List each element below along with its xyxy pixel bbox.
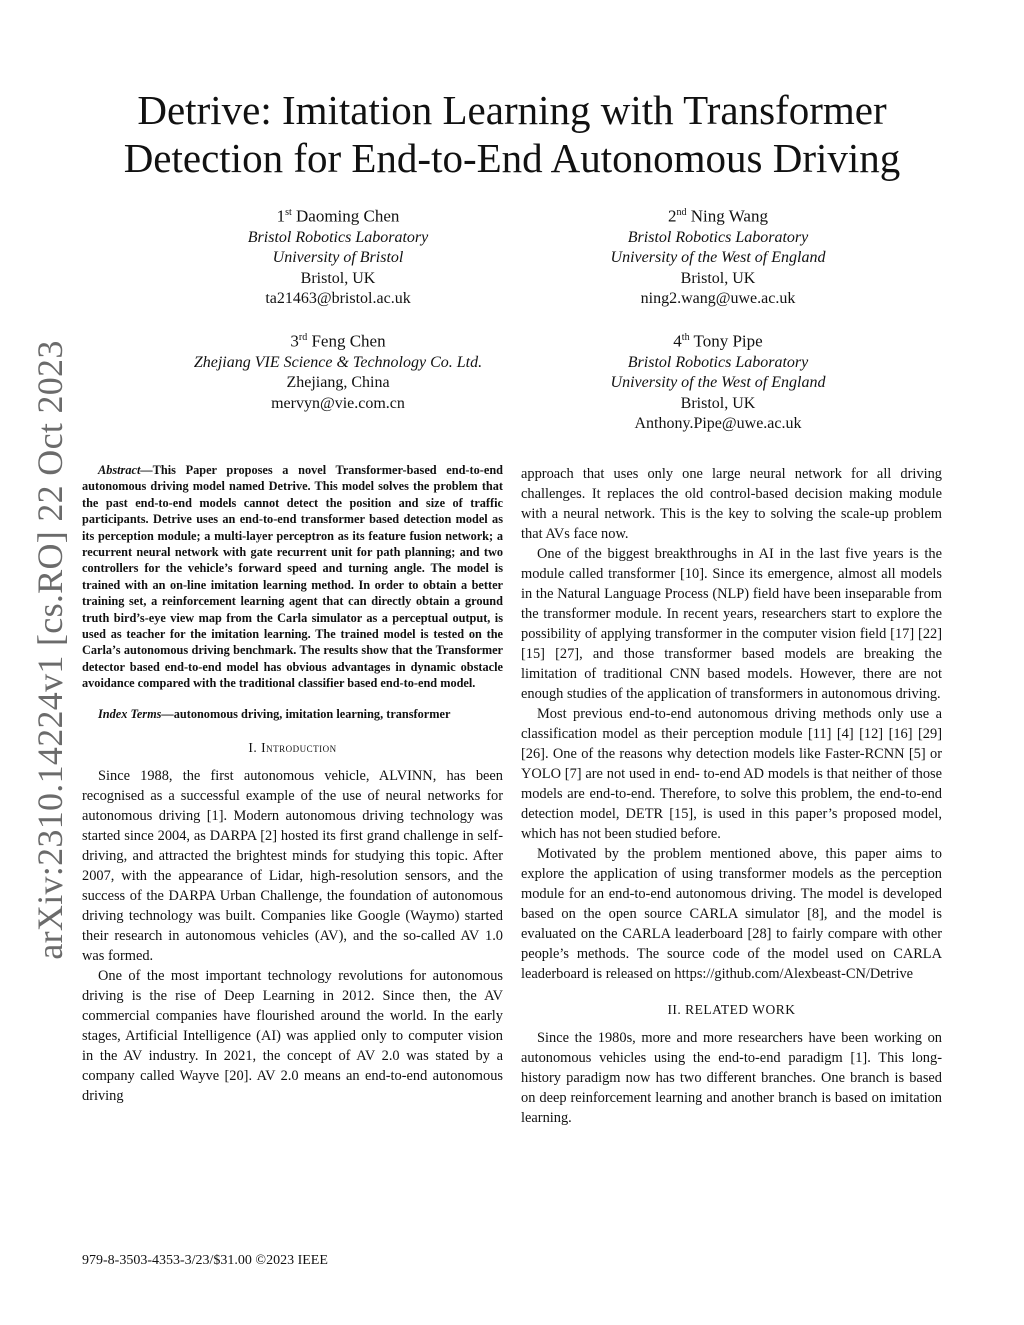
arxiv-identifier: arXiv:2310.14224v1 [cs.RO] 22 Oct 2023 <box>30 340 70 960</box>
author-block-2 <box>558 202 878 310</box>
author-institution: University of the West of England <box>610 374 826 392</box>
author-name: 2nd Ning Wang <box>668 206 768 226</box>
related-work-paragraph: Since the 1980s, more and more researchers have been working on autonomous vehicles using the end-to-end paradigm [1]. This long-history paradigm now has two different branches. One branch is based on deep reinforcement learning and another branch is based on imitation learning. <box>521 1030 942 1126</box>
author-lab: Bristol Robotics Laboratory <box>627 228 809 246</box>
body-paragraph: One of the biggest breakthroughs in AI in the last five years is the module called transformer [10]. Since its emergence, almost all models in the Natural Language Process (NLP) field have been inseparable from the transformer module. In recent years, researchers start to explore the possibility of applying transformer in the computer vision field [17] [22] [15] [27], and those transformer based models are breaking the limitation of traditional CNN based models. However, there are not enough studies of the application of transformers in autonomous driving. <box>521 546 942 702</box>
left-column <box>82 462 503 1106</box>
body-paragraph: approach that uses only one large neural network for all driving challenges. It replaces the old control-based decision making module with a neural network. This is the key to solving the scale-up problem that AVs face now. <box>521 466 942 542</box>
body-paragraph: Most previous end-to-end autonomous driving methods only use a classification model as their perception module [11] [4] [12] [16] [29] [26]. One of the reasons why detection models like Faster-RCNN [5] or YOLO [7] are not used in end- to-end AD models is that neither of those models are end-to-end. Therefore, to solve this problem, the end-to-end detection model, DETR [15], is used in this paper’s proposed model, which has not been studied before. <box>521 706 942 842</box>
body-paragraph: Motivated by the problem mentioned above, this paper aims to explore the application of using transformer models as the perception module for an end-to-end autonomous driving. The model is developed based on the open source CARLA simulator [8], and the model is evaluated on the CARLA leaderboard [28] to fairly compare with other people’s methods. The source code of the model used on CARLA leaderboard is released on https://github.com/Alexbeast-CN/Detrive <box>521 846 942 982</box>
author-location: Zhejiang, China <box>286 374 390 392</box>
author-name: 4th Tony Pipe <box>673 331 763 351</box>
section-heading-related-work: II. RELATED WORK <box>667 1002 796 1017</box>
author-email: ta21463@bristol.ac.uk <box>265 290 411 308</box>
author-email: mervyn@vie.com.cn <box>271 394 405 412</box>
author-location: Bristol, UK <box>680 394 756 412</box>
author-email: ning2.wang@uwe.ac.uk <box>640 290 796 308</box>
author-block-4 <box>558 327 878 435</box>
abstract: Abstract—This Paper proposes a novel Transformer-based end-to-end autonomous driving model named Detrive. This model solves the problem that the past end-to-end models cannot detect the position and size of traffic participants. Detrive uses an end-to-end transformer based detection model as its perception module; a multi-layer perceptron as its feature fusion network; a recurrent neural network with gate recurrent unit for path planning; and two controllers for the vehicle’s forward speed and turning angle. The model is trained with an on-line imitation learning method. In order to obtain a better training set, a reinforcement learning agent that can directly obtain a ground truth bird’s-eye view map from the Carla simulator as a perceptual output, is used as teacher for the imitation learning. The trained model is tested on the Carla’s autonomous driving benchmark. The results show that the Transformer detector based end-to-end model has obvious advantages in dynamic obstacle avoidance compared with the traditional classifier based end-to-end model. <box>82 463 503 691</box>
index-terms: Index Terms—autonomous driving, imitation learning, transformer <box>98 706 451 721</box>
author-block-1 <box>178 202 498 310</box>
intro-paragraph: One of the most important technology revolutions for autonomous driving is the rise of Deep Learning in 2012. Since then, the AV commercial companies have flourished around the world. In the early stages, Artificial Intelligence (AI) was applied only to computer vision in the AV industry. In 2021, the concept of AV 2.0 was stated by a company called Wayve [20]. AV 2.0 means an end-to-end autonomous driving <box>82 968 503 1105</box>
copyright-footer: 979-8-3503-4353-3/23/$31.00 ©2023 IEEE <box>82 1253 328 1268</box>
intro-paragraph: Since 1988, the first autonomous vehicle, ALVINN, has been recognised as a successful example of the use of neural networks for autonomous driving [1]. Modern autonomous driving technology was started since 2004, as DARPA [2] hosted its first grand challenge in self-driving, and attracted the brightest minds for studying this topic. After 2007, with the appearance of Lidar, high-resolution sensors, and the success of the DARPA Urban Challenge, the foundation of autonomous driving technology was built. Companies like Google (Waymo) started their research in autonomous vehicles (AV), and the so-called AV 1.0 was formed. <box>82 768 503 965</box>
author-lab: Bristol Robotics Laboratory <box>627 353 809 371</box>
author-email: Anthony.Pipe@uwe.ac.uk <box>634 415 802 433</box>
author-name: 1st Daoming Chen <box>276 206 400 226</box>
title-line-1: Detrive: Imitation Learning with Transformer <box>137 87 887 133</box>
author-institution: University of Bristol <box>272 249 404 267</box>
author-name: 3rd Feng Chen <box>290 331 386 351</box>
paper-title <box>80 86 944 182</box>
right-column <box>521 464 942 1128</box>
author-location: Bristol, UK <box>300 269 376 287</box>
author-lab: Bristol Robotics Laboratory <box>247 228 429 246</box>
section-heading-introduction: I. Introduction <box>248 740 337 756</box>
author-institution: Zhejiang VIE Science & Technology Co. Ltd. <box>193 353 483 371</box>
author-location: Bristol, UK <box>680 269 756 287</box>
title-line-2: Detection for End-to-End Autonomous Driving <box>123 135 901 181</box>
author-institution: University of the West of England <box>610 249 826 267</box>
author-block-3 <box>178 327 498 414</box>
